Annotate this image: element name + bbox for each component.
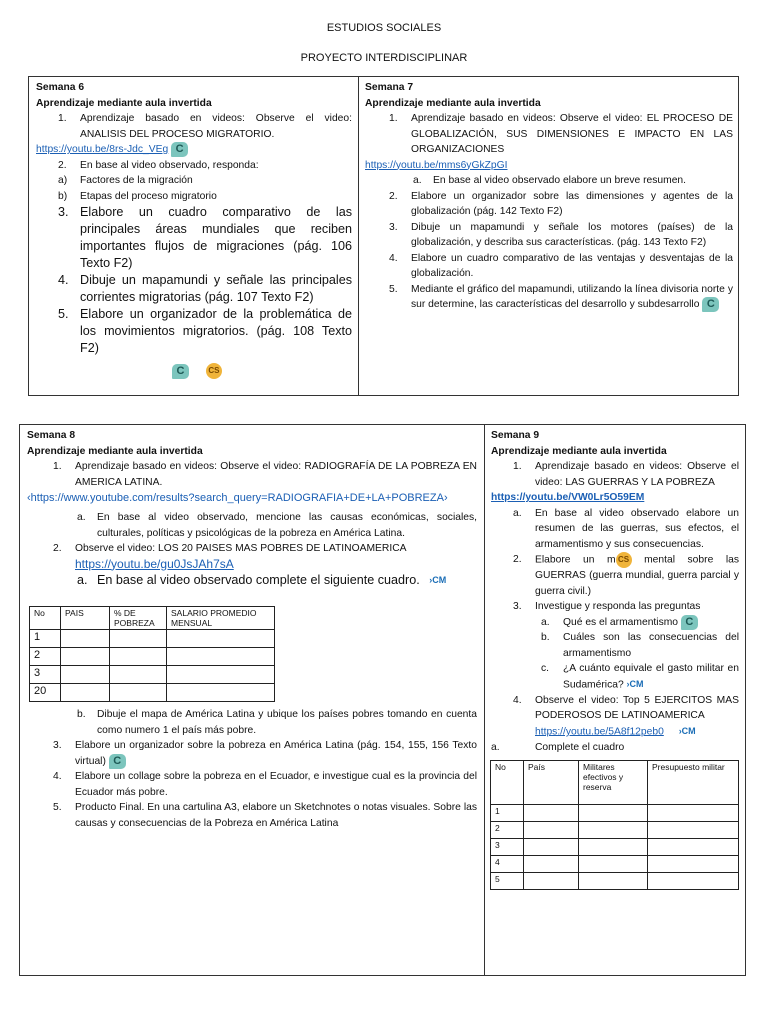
- item-number: 2.: [58, 159, 67, 171]
- semana7-link-row: [365, 158, 733, 174]
- table-cell[interactable]: [110, 630, 167, 648]
- item-text: Producto Final. En una cartulina A3, elabore un Sketchnotes o notas visuales. Sobre las causas y consecuencias de la Pobreza en América Latina: [75, 802, 477, 829]
- semana9-q-b: [491, 630, 739, 661]
- item-text: Etapas del proceso migratorio: [80, 190, 217, 202]
- semana7-item2: [365, 189, 733, 220]
- semana9-link1-row: [491, 490, 739, 506]
- semana6-week: Semana 6: [36, 82, 85, 93]
- item-text: Observe el video: Top 5 EJERCITOS MAS PODEROSOS DE LATINOAMERICA: [535, 694, 739, 722]
- table-header: % DE POBREZA: [110, 607, 167, 630]
- table-row: [30, 684, 275, 702]
- item-text: Factores de la migración: [80, 175, 193, 187]
- table-cell[interactable]: [579, 839, 648, 856]
- table-cell[interactable]: [167, 630, 275, 648]
- item-text: En base al video observado, responda:: [80, 159, 259, 171]
- table-cell[interactable]: [110, 666, 167, 684]
- item-number: a.: [491, 741, 500, 753]
- table-row: [30, 648, 275, 666]
- item-text: Dibuje el mapa de América Latina y ubique los países pobres tomando en cuenta como numero 1 el país más pobre.: [97, 709, 477, 736]
- item-text: Elabore un organizador sobre la pobreza en América Latina (pág. 154, 155, 156 Texto virtual): [75, 740, 477, 767]
- table-cell[interactable]: [110, 684, 167, 702]
- item-text: En base al video observado, mencione las causas económicas, sociales, culturales, políticas y psicológicas de la pobreza en América Latina.: [97, 512, 477, 539]
- semana8-sub-a: [27, 510, 477, 541]
- semana9-link2-row: [491, 724, 739, 740]
- item-number: b.: [541, 632, 550, 644]
- item-number: b.: [77, 709, 86, 720]
- table-cell[interactable]: [110, 648, 167, 666]
- item-text: En base al video observado elabore un resumen de las guerras, sus efectos, el armamentismo y sus consecuencias.: [535, 507, 739, 550]
- semana7-method: Aprendizaje mediante aula invertida: [365, 97, 541, 109]
- semana8-link2-row: [27, 557, 477, 573]
- semana7-item3: [365, 220, 733, 251]
- table-header: No: [491, 761, 524, 805]
- table-cell[interactable]: [648, 822, 739, 839]
- table-cell[interactable]: [167, 684, 275, 702]
- semana8-item1: [27, 459, 477, 490]
- table-row: [491, 856, 739, 873]
- item-text: En base al video observado complete el siguiente cuadro.: [97, 573, 420, 587]
- semana9-video-link-2[interactable]: https://youtu.be/5A8f12peb0: [535, 726, 664, 738]
- semana8-item2: [27, 541, 477, 557]
- item-text: Elabore un m: [535, 554, 616, 566]
- item-text: Dibuje un mapamundi y señale los motores (países) de la globalización, y describa sus características. (pág. 143 Texto F2): [411, 221, 733, 248]
- semana7-item1: [365, 111, 733, 158]
- item-number: 3.: [58, 205, 69, 220]
- table-cell: 3: [30, 666, 61, 684]
- semana7-week: Semana 7: [365, 82, 414, 93]
- semana9-video-link[interactable]: https://youtu.be/VW0Lr5O59EM: [491, 492, 645, 503]
- item-text: Investigue y responda las preguntas: [535, 601, 701, 613]
- semana7-item4: [365, 251, 733, 282]
- item-number: 4.: [53, 771, 62, 783]
- item-number: 1.: [389, 113, 398, 124]
- table-row: [491, 873, 739, 890]
- semana7-video-link[interactable]: https://youtu.be/mms6yGkZpGI: [365, 159, 508, 171]
- semana8-cell: [21, 425, 483, 592]
- item-number: 5.: [389, 283, 398, 295]
- semana9-item4: [491, 693, 739, 724]
- semana9-item3: [491, 599, 739, 615]
- item-number: a.: [77, 573, 88, 587]
- table-cell[interactable]: [167, 648, 275, 666]
- item-text: Complete el cuadro: [535, 741, 625, 753]
- semana9-method: Aprendizaje mediante aula invertida: [491, 445, 667, 457]
- item-number: 4.: [389, 252, 398, 264]
- item-number: a.: [513, 507, 522, 519]
- semana6-item3: [36, 204, 352, 272]
- item-text: Qué es el armamentismo: [563, 616, 679, 628]
- semana8-video-link[interactable]: https://youtu.be/gu0JsJAh7sA: [75, 556, 234, 571]
- item-text: Aprendizaje basado en videos: Observe el video: ANALISIS DEL PROCESO MIGRATORIO.: [80, 113, 352, 140]
- item-number: a.: [77, 512, 86, 523]
- semana9-q-c: [491, 661, 739, 692]
- semana9-table: [490, 760, 739, 890]
- table-header: Militares efectivos y reserva: [579, 761, 648, 805]
- table-header-row: [491, 761, 739, 805]
- semana6-sub-b: [36, 189, 352, 205]
- c-app-icon[interactable]: C: [171, 142, 188, 157]
- semana8-week: Semana 8: [27, 430, 76, 441]
- table-cell[interactable]: [648, 839, 739, 856]
- document-title: ESTUDIOS SOCIALES: [326, 22, 442, 34]
- semana6-icons: [36, 363, 352, 379]
- semana9-item2: [491, 552, 739, 599]
- c-app-icon[interactable]: C: [109, 754, 126, 769]
- table-cell: 1: [491, 805, 524, 822]
- semana8-sub2a: [27, 572, 477, 589]
- table-cell[interactable]: [61, 684, 110, 702]
- item-number: 3.: [513, 601, 522, 613]
- table-header-row: [30, 607, 275, 630]
- item-text: Cuáles son las consecuencias del armamentismo: [563, 632, 739, 659]
- table-header: Presupuesto militar: [648, 761, 739, 805]
- table-header: SALARIO PROMEDIO MENSUAL: [167, 607, 275, 630]
- item-text: Observe el video: LOS 20 PAISES MAS POBRES DE LATINOAMERICA: [75, 543, 407, 554]
- document-subtitle: PROYECTO INTERDISCIPLINAR: [300, 52, 468, 64]
- item-text: Elabore un organizador sobre las dimensiones y agentes de la globalización (pág. 142 Texto F2): [411, 190, 733, 217]
- item-number: 5.: [53, 802, 62, 814]
- semana6-method: Aprendizaje mediante aula invertida: [36, 97, 212, 109]
- semana8-cell-lower: [21, 704, 483, 834]
- table-cell: 3: [491, 839, 524, 856]
- item-number: 5.: [58, 307, 69, 322]
- table-cell[interactable]: [524, 873, 579, 890]
- cm-app-icon[interactable]: ›CM: [626, 678, 644, 689]
- item-number: 2.: [53, 543, 62, 554]
- table-row: [30, 630, 275, 648]
- table-cell: 2: [491, 822, 524, 839]
- semana6-item5: [36, 306, 352, 357]
- table-cell[interactable]: [61, 630, 110, 648]
- table-cell[interactable]: [167, 666, 275, 684]
- table-cell[interactable]: [648, 873, 739, 890]
- semana8-sub-b: [27, 707, 477, 738]
- item-text: Elabore un cuadro comparativo de las principales áreas mundiales que reciben importantes flujos de migraciones (pág. 106 Texto F2): [80, 205, 352, 271]
- cm-app-icon[interactable]: ›CM: [429, 575, 447, 586]
- semana8-search-link[interactable]: ‹https://www.youtube.com/results?search_query=RADIOGRAFIA+DE+LA+POBREZA›: [27, 492, 448, 504]
- cs-app-icon[interactable]: CS: [206, 363, 222, 379]
- c-app-icon[interactable]: C: [172, 364, 189, 379]
- cs-app-icon[interactable]: CS: [616, 552, 632, 568]
- semana6-item1: [36, 111, 352, 142]
- table-header: PAIS: [61, 607, 110, 630]
- semana6-video-link[interactable]: https://youtu.be/8rs-Jdc_VEg: [36, 144, 169, 156]
- item-number: 3.: [53, 740, 62, 751]
- item-number: b): [58, 190, 68, 202]
- item-text: Aprendizaje basado en videos: Observe el video: EL PROCESO DE GLOBALIZACIÓN, SUS DIMENSIONES E IMPACTO EN LAS ORGANIZACIONES: [411, 113, 733, 155]
- semana8-method: Aprendizaje mediante aula invertida: [27, 445, 203, 457]
- table-cell[interactable]: [579, 856, 648, 873]
- semana8-item3: [27, 738, 477, 769]
- semana9-cell: [485, 425, 745, 758]
- semana9-sub4a: [491, 740, 739, 756]
- semana6-link-row: [36, 142, 352, 158]
- item-text: Dibuje un mapamundi y señale las principales corrientes migratorias (pág. 107 Texto F2): [80, 273, 352, 305]
- table-cell[interactable]: [524, 839, 579, 856]
- table-cell[interactable]: [524, 822, 579, 839]
- item-number: a.: [541, 616, 550, 628]
- semana9-week: Semana 9: [491, 430, 540, 441]
- item-number: a): [58, 175, 68, 187]
- table-cell[interactable]: [61, 648, 110, 666]
- semana6-item2: [36, 158, 352, 174]
- semana9-q-a: [491, 615, 739, 631]
- table-cell[interactable]: [61, 666, 110, 684]
- table-cell: 5: [491, 873, 524, 890]
- semana8-item4: [27, 769, 477, 800]
- semana9-item1: [491, 459, 739, 490]
- item-text: mental sobre las GUERRAS (guerra mundial, guerra parcial y guerra civil.): [535, 554, 739, 597]
- table-row: [491, 822, 739, 839]
- item-text: Aprendizaje basado en videos: Observe el video: LAS GUERRAS Y LA POBREZA: [535, 461, 739, 488]
- table-cell[interactable]: [524, 805, 579, 822]
- semana8-search-link-row: [27, 490, 477, 506]
- item-number: 4.: [58, 273, 69, 288]
- item-number: 2.: [513, 554, 522, 565]
- item-text: Aprendizaje basado en videos: Observe el video: RADIOGRAFÍA DE LA POBREZA EN AMERICA LATINA.: [75, 461, 477, 488]
- item-number: 1.: [58, 113, 67, 124]
- c-app-icon[interactable]: C: [681, 615, 698, 630]
- semana6-sub-a: [36, 173, 352, 189]
- table-cell: 2: [30, 648, 61, 666]
- table-cell[interactable]: [579, 805, 648, 822]
- semana7-cell: [359, 77, 739, 316]
- table-cell[interactable]: [648, 805, 739, 822]
- item-text: En base al video observado elabore un breve resumen.: [433, 175, 687, 186]
- table-row: [491, 805, 739, 822]
- semana6-cell: [30, 77, 358, 382]
- item-text: ¿A cuánto equivale el gasto militar en Sudamérica?: [563, 663, 739, 691]
- semana8-table: [29, 606, 275, 702]
- item-number: 4.: [513, 694, 522, 706]
- semana7-sub-a: [365, 173, 733, 189]
- cm-app-icon[interactable]: ›CM: [678, 725, 696, 736]
- item-number: a.: [413, 175, 422, 186]
- semana9-sub-a: [491, 506, 739, 553]
- item-number: c.: [541, 663, 550, 675]
- item-number: 2.: [389, 190, 398, 202]
- table-cell[interactable]: [648, 856, 739, 873]
- table-cell: 4: [491, 856, 524, 873]
- table-cell[interactable]: [579, 873, 648, 890]
- table-cell: 20: [30, 684, 61, 702]
- item-number: 3.: [389, 221, 398, 233]
- semana6-item4: [36, 272, 352, 306]
- table-header: No: [30, 607, 61, 630]
- table-row: [30, 666, 275, 684]
- semana7-item5: [365, 282, 733, 313]
- semana8-item5: [27, 800, 477, 831]
- item-text: Elabore un organizador de la problemática de los movimientos migratorios. (pág. 108 Texto F2): [80, 307, 352, 356]
- table-cell[interactable]: [579, 822, 648, 839]
- table-header: País: [524, 761, 579, 805]
- table-cell[interactable]: [524, 856, 579, 873]
- item-text: Elabore un collage sobre la pobreza en el Ecuador, e investigue cual es la provincia del Ecuador más pobre.: [75, 771, 477, 798]
- c-app-icon[interactable]: C: [702, 297, 719, 312]
- item-text: Elabore un cuadro comparativo de las ventajas y desventajas de la globalización.: [411, 252, 733, 279]
- table-row: [491, 839, 739, 856]
- table-cell: 1: [30, 630, 61, 648]
- item-number: 1.: [53, 461, 62, 472]
- item-number: 1.: [513, 461, 522, 472]
- item-text: Mediante el gráfico del mapamundi, utilizando la línea divisoria norte y sur determine, las características del desarrollo y subdesarrollo: [411, 283, 733, 311]
